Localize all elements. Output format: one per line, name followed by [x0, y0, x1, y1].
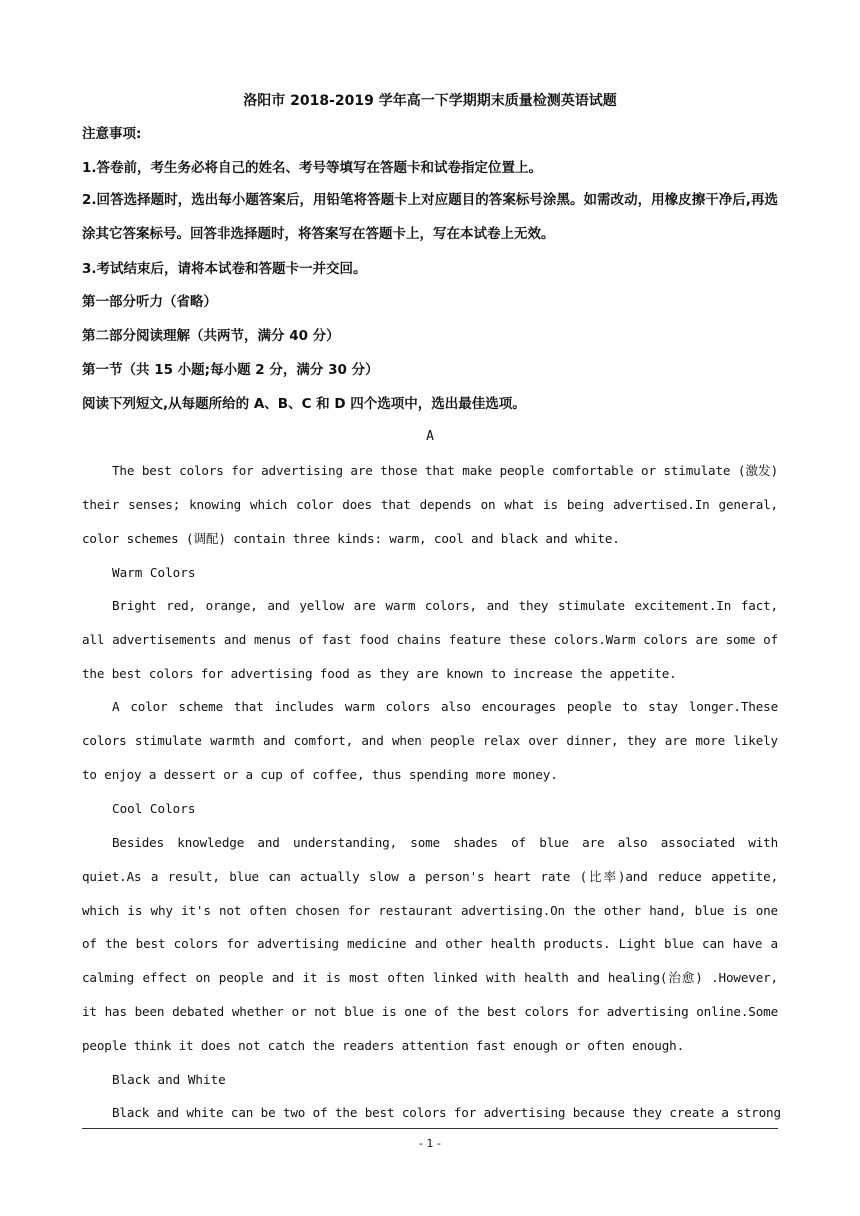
passage-paragraph-1: The best colors for advertising are those that make people comfortable or stimulate (激发) their senses; knowing which color does that depends on what is being advertised.In general, color schemes (调配) contain three kinds: warm, cool and black and white. [82, 463, 778, 546]
page-number: - 1 - [419, 1137, 441, 1150]
part-1-heading: 第一部分听力（省略） [82, 294, 217, 310]
notice-item-1: 1.答卷前，考生务必将自己的姓名、考号等填写在答题卡和试卷指定位置上。 [82, 160, 543, 176]
subheading-warm-colors: Warm Colors [112, 565, 196, 580]
notice-item-3: 3.考试结束后，请将本试卷和答题卡一并交回。 [82, 261, 367, 277]
subheading-black-and-white: Black and White [112, 1072, 226, 1087]
reading-instruction: 阅读下列短文,从每题所给的 A、B、C 和 D 四个选项中，选出最佳选项。 [82, 396, 526, 412]
part-2-heading: 第二部分阅读理解（共两节，满分 40 分） [82, 328, 340, 344]
subheading-cool-colors: Cool Colors [112, 801, 196, 816]
passage-paragraph-2: Bright red, orange, and yellow are warm colors, and they stimulate excitement.In fact, all advertisements and menus of fast food chains feature these colors.Warm colors are some of the best colors for advertising food as they are known to increase the appetite. [82, 598, 778, 681]
notice-heading: 注意事项: [82, 126, 142, 142]
passage-paragraph-3: A color scheme that includes warm colors also encourages people to stay longer.These colors stimulate warmth and comfort, and when people relax over dinner, they are more likely to enjoy a dessert or a cup of coffee, thus spending more money. [82, 699, 778, 782]
passage-paragraph-5: Black and white can be two of the best colors for advertising because they create a strong [112, 1105, 781, 1120]
document-title: 洛阳市 2018-2019 学年高一下学期期末质量检测英语试题 [243, 93, 617, 109]
footer-divider [82, 1128, 778, 1129]
passage-paragraph-4: Besides knowledge and understanding, some shades of blue are also associated with quiet.As a result, blue can actually slow a person's heart rate (比率)and reduce appetite, which is why it's not often chosen for restaurant advertising.On the other hand, blue is one of the best colors for advertising medicine and other health products. Light blue can have a calming effect on people and it is most often linked with health and healing(治愈) .However, it has been debated whether or not blue is one of the best colors for advertising online.Some people think it does not catch the readers attention fast enough or often enough. [82, 835, 778, 1053]
section-1-heading: 第一节（共 15 小题;每小题 2 分，满分 30 分） [82, 362, 379, 378]
passage-letter: A [426, 429, 434, 444]
notice-item-2: 2.回答选择题时，选出每小题答案后，用铅笔将答题卡上对应题目的答案标号涂黑。如需改动，用橡皮擦干净后,再选涂其它答案标号。回答非选择题时，将答案写在答题卡上，写在本试卷上无效。 [82, 192, 778, 242]
